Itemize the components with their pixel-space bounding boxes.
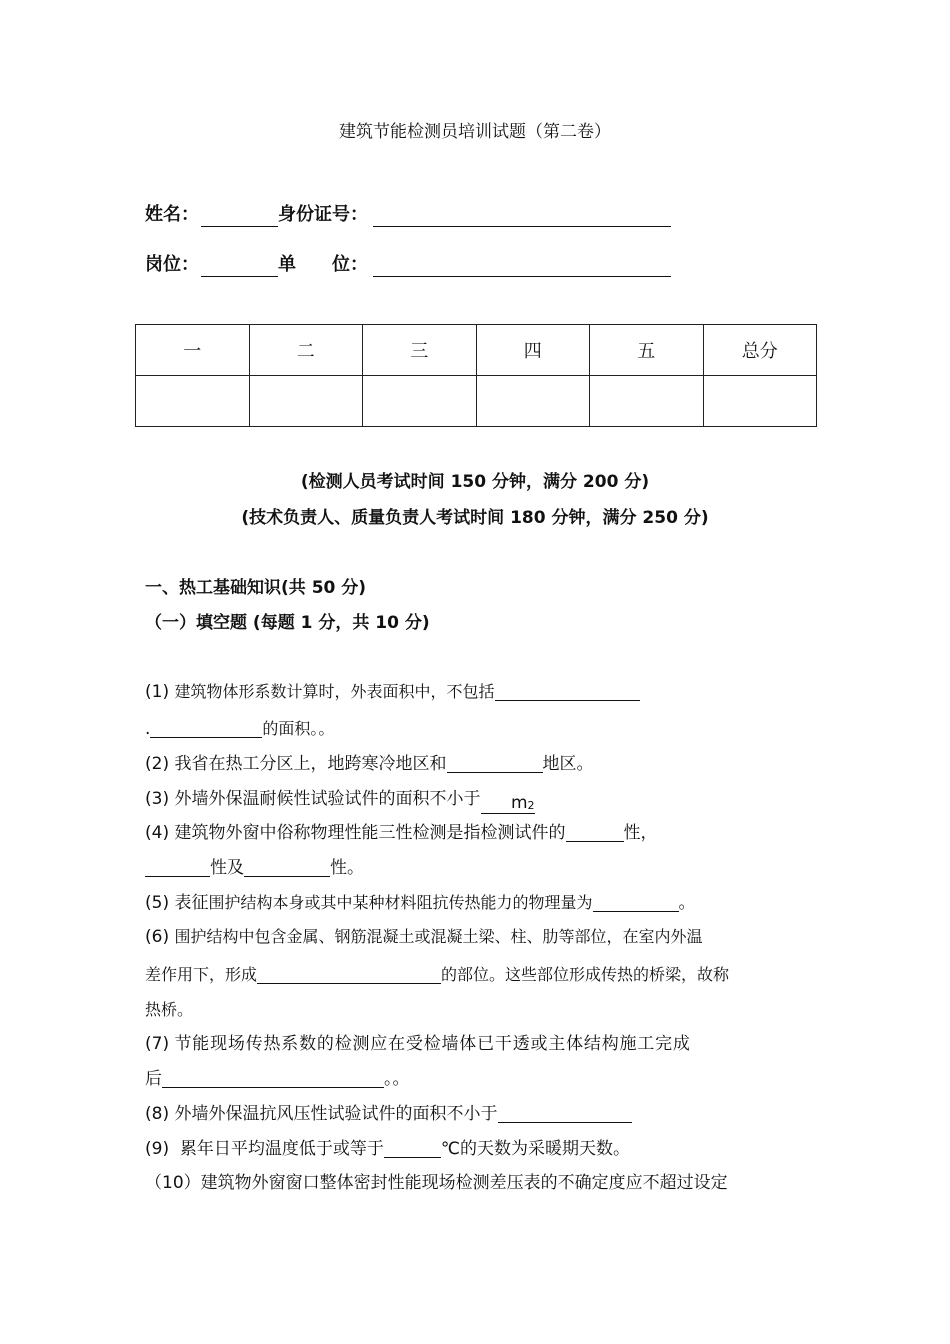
question-4-cont bbox=[145, 853, 364, 878]
question-9 bbox=[145, 1134, 630, 1159]
question-7 bbox=[145, 1029, 691, 1054]
answer-blank[interactable] bbox=[481, 793, 535, 814]
question-text: 围护结构本身或其中某种材料阻抗传热能力的物理量为 bbox=[208, 893, 593, 912]
score-header-cell: 总分 bbox=[703, 325, 817, 376]
score-table bbox=[135, 324, 817, 427]
unit-label: 单 位： bbox=[278, 254, 368, 275]
score-header-cell: 二 bbox=[249, 325, 363, 376]
question-text: 。 bbox=[678, 893, 696, 913]
unit-text: m bbox=[510, 793, 528, 813]
score-header-cell: 四 bbox=[476, 325, 590, 376]
question-number: (5) bbox=[145, 893, 170, 913]
answer-blank[interactable] bbox=[498, 1102, 632, 1123]
score-cell[interactable] bbox=[476, 376, 590, 427]
question-number: (3) bbox=[145, 789, 170, 809]
question-text: 建筑物体形系数计算时，外表面积中，不包括 bbox=[174, 682, 495, 701]
score-header-cell: 三 bbox=[363, 325, 477, 376]
question-text: 外墙外保温耐候性试验试件的面积不小于 bbox=[174, 789, 481, 809]
question-text: 。。 bbox=[384, 1069, 410, 1089]
question-text: 累年日平均温度低于或等于 bbox=[179, 1139, 384, 1159]
score-value-row bbox=[136, 376, 817, 427]
question-6-cont bbox=[145, 962, 729, 985]
question-text: 节能现场传热系数的检测应在受检墙体已干透或主体结构施工完成 bbox=[174, 1034, 691, 1054]
question-number: (1) bbox=[145, 682, 170, 702]
question-text: 建筑物外窗窗口整体密封性能现场检测差压表的不确定度应不超过设定 bbox=[200, 1173, 728, 1193]
answer-blank[interactable] bbox=[145, 856, 210, 877]
question-text: 建筑物外窗中俗称物理性能三性检测是指检测试件的 bbox=[174, 823, 566, 843]
answer-blank[interactable] bbox=[593, 891, 679, 912]
question-text: 性。 bbox=[330, 858, 364, 878]
question-4 bbox=[145, 818, 658, 843]
score-cell[interactable] bbox=[136, 376, 250, 427]
question-number: (2) bbox=[145, 754, 170, 774]
score-cell[interactable] bbox=[363, 376, 477, 427]
question-5 bbox=[145, 888, 696, 913]
score-cell[interactable] bbox=[249, 376, 363, 427]
question-number: (7) bbox=[145, 1034, 170, 1054]
question-6 bbox=[145, 924, 703, 947]
question-text: 差作用下，形成 bbox=[145, 965, 258, 984]
answer-blank[interactable] bbox=[566, 821, 624, 842]
post-field[interactable] bbox=[201, 276, 278, 277]
answer-blank[interactable] bbox=[257, 963, 441, 984]
name-label: 姓名： bbox=[145, 204, 199, 225]
question-number: (6) bbox=[145, 927, 170, 947]
question-text: 围护结构中包含金属、钢筋混凝土或混凝土梁、柱、肋等部位，在室内外温 bbox=[174, 927, 703, 946]
score-header-cell: 五 bbox=[590, 325, 704, 376]
answer-blank[interactable] bbox=[162, 1067, 384, 1088]
post-label: 岗位： bbox=[145, 254, 199, 275]
question-text: 我省在热工分区上，地跨寒冷地区和 bbox=[174, 754, 447, 774]
question-text: 后 bbox=[145, 1069, 162, 1089]
exam-info-line2: (技术负责人、质量负责人考试时间 180 分钟，满分 250 分) bbox=[241, 508, 709, 528]
question-text: 的部位。这些部位形成传热的桥梁，故称 bbox=[441, 965, 730, 984]
question-text: ℃的天数为采暖期天数。 bbox=[440, 1139, 630, 1159]
question-text: 地区。 bbox=[542, 754, 594, 774]
question-number: (9) bbox=[145, 1139, 170, 1159]
question-text: 表征 bbox=[174, 893, 209, 913]
score-header-cell: 一 bbox=[136, 325, 250, 376]
question-2 bbox=[145, 749, 594, 774]
question-text: 的面积。。 bbox=[262, 719, 335, 738]
answer-blank[interactable] bbox=[384, 1137, 441, 1158]
question-text: 性及 bbox=[210, 858, 244, 878]
score-cell[interactable] bbox=[590, 376, 704, 427]
question-1-cont bbox=[145, 716, 334, 739]
question-text: 性， bbox=[623, 823, 658, 843]
answer-blank[interactable] bbox=[150, 717, 262, 738]
question-8 bbox=[145, 1099, 632, 1124]
question-6-end: 热桥。 bbox=[145, 1000, 194, 1019]
id-field[interactable] bbox=[373, 226, 671, 227]
unit-field[interactable] bbox=[373, 276, 671, 277]
section-heading: 一、热工基础知识(共 50 分) bbox=[145, 578, 367, 598]
question-text: . bbox=[145, 719, 151, 739]
unit-superscript: 2 bbox=[527, 799, 535, 812]
question-3 bbox=[145, 784, 535, 814]
question-text: 外墙外保温抗风压性试验试件的面积不小于 bbox=[174, 1104, 498, 1124]
question-1 bbox=[145, 679, 640, 702]
page-title: 建筑节能检测员培训试题（第二卷） bbox=[339, 122, 611, 142]
score-cell[interactable] bbox=[703, 376, 817, 427]
exam-info-line1: (检测人员考试时间 150 分钟，满分 200 分) bbox=[300, 472, 650, 492]
question-number: (8) bbox=[145, 1104, 170, 1124]
answer-blank[interactable] bbox=[244, 856, 330, 877]
answer-blank[interactable] bbox=[447, 752, 543, 773]
question-number: (4) bbox=[145, 823, 170, 843]
name-field[interactable] bbox=[201, 226, 278, 227]
answer-blank[interactable] bbox=[495, 680, 640, 701]
question-number: （10） bbox=[145, 1173, 201, 1193]
sub-section-heading: （一）填空题 (每题 1 分，共 10 分) bbox=[145, 613, 430, 633]
question-7-cont bbox=[145, 1064, 410, 1089]
id-label: 身份证号： bbox=[278, 204, 368, 225]
question-10 bbox=[145, 1168, 728, 1193]
score-header-row bbox=[136, 325, 817, 376]
